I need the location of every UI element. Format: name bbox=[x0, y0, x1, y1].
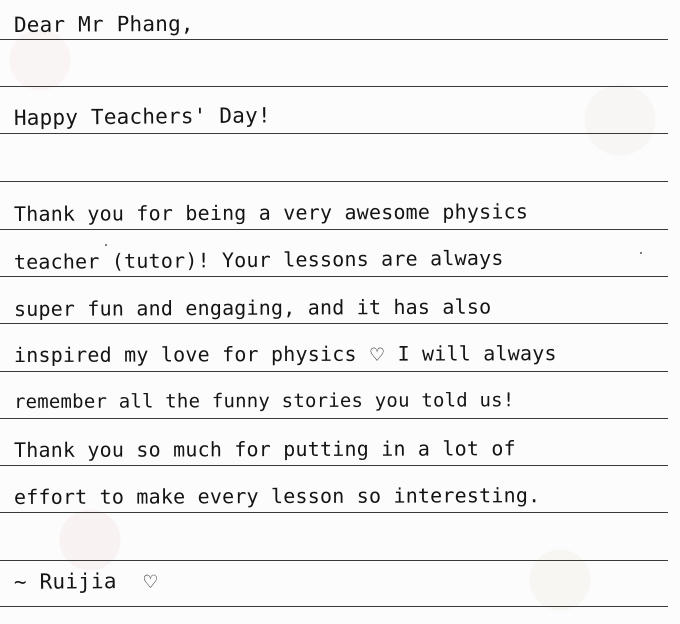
paper-speck bbox=[640, 252, 642, 254]
greeting-line: Dear Mr Phang, bbox=[13, 11, 194, 38]
signature: ~ Ruijia bbox=[13, 569, 117, 594]
body-line-4 bbox=[14, 341, 557, 367]
ruled-line bbox=[0, 39, 668, 40]
body-line-4-text: inspired my love for physics bbox=[13, 341, 357, 367]
headline-line: Happy Teachers' Day! bbox=[13, 103, 271, 130]
ruled-line bbox=[0, 512, 668, 513]
ruled-line bbox=[0, 86, 668, 87]
ruled-line bbox=[0, 133, 668, 134]
ruled-line bbox=[0, 606, 668, 607]
paper-speck bbox=[105, 244, 107, 246]
body-line-3: super fun and engaging, and it has also bbox=[13, 294, 492, 321]
ruled-line bbox=[0, 276, 668, 277]
body-line-4-continuation: I will always bbox=[397, 341, 557, 366]
ruled-line bbox=[0, 323, 668, 324]
body-line-1: Thank you for being a very awesome physics bbox=[13, 199, 529, 226]
heart-icon: ♡ bbox=[142, 571, 159, 593]
ruled-line bbox=[0, 465, 668, 466]
body-line-5: remember all the funny stories you told us! bbox=[13, 389, 515, 413]
body-line-2: teacher (tutor)! Your lessons are always bbox=[13, 245, 504, 274]
ruled-line bbox=[0, 181, 668, 182]
body-line-7: effort to make every lesson so interesting. bbox=[13, 483, 541, 509]
ruled-line bbox=[0, 371, 668, 372]
ruled-line bbox=[0, 560, 668, 561]
signature-line bbox=[14, 569, 159, 594]
ruled-line bbox=[0, 418, 668, 419]
body-line-6: Thank you so much for putting in a lot of bbox=[13, 436, 516, 462]
ruled-line bbox=[0, 229, 668, 230]
heart-icon: ♡ bbox=[368, 344, 386, 366]
